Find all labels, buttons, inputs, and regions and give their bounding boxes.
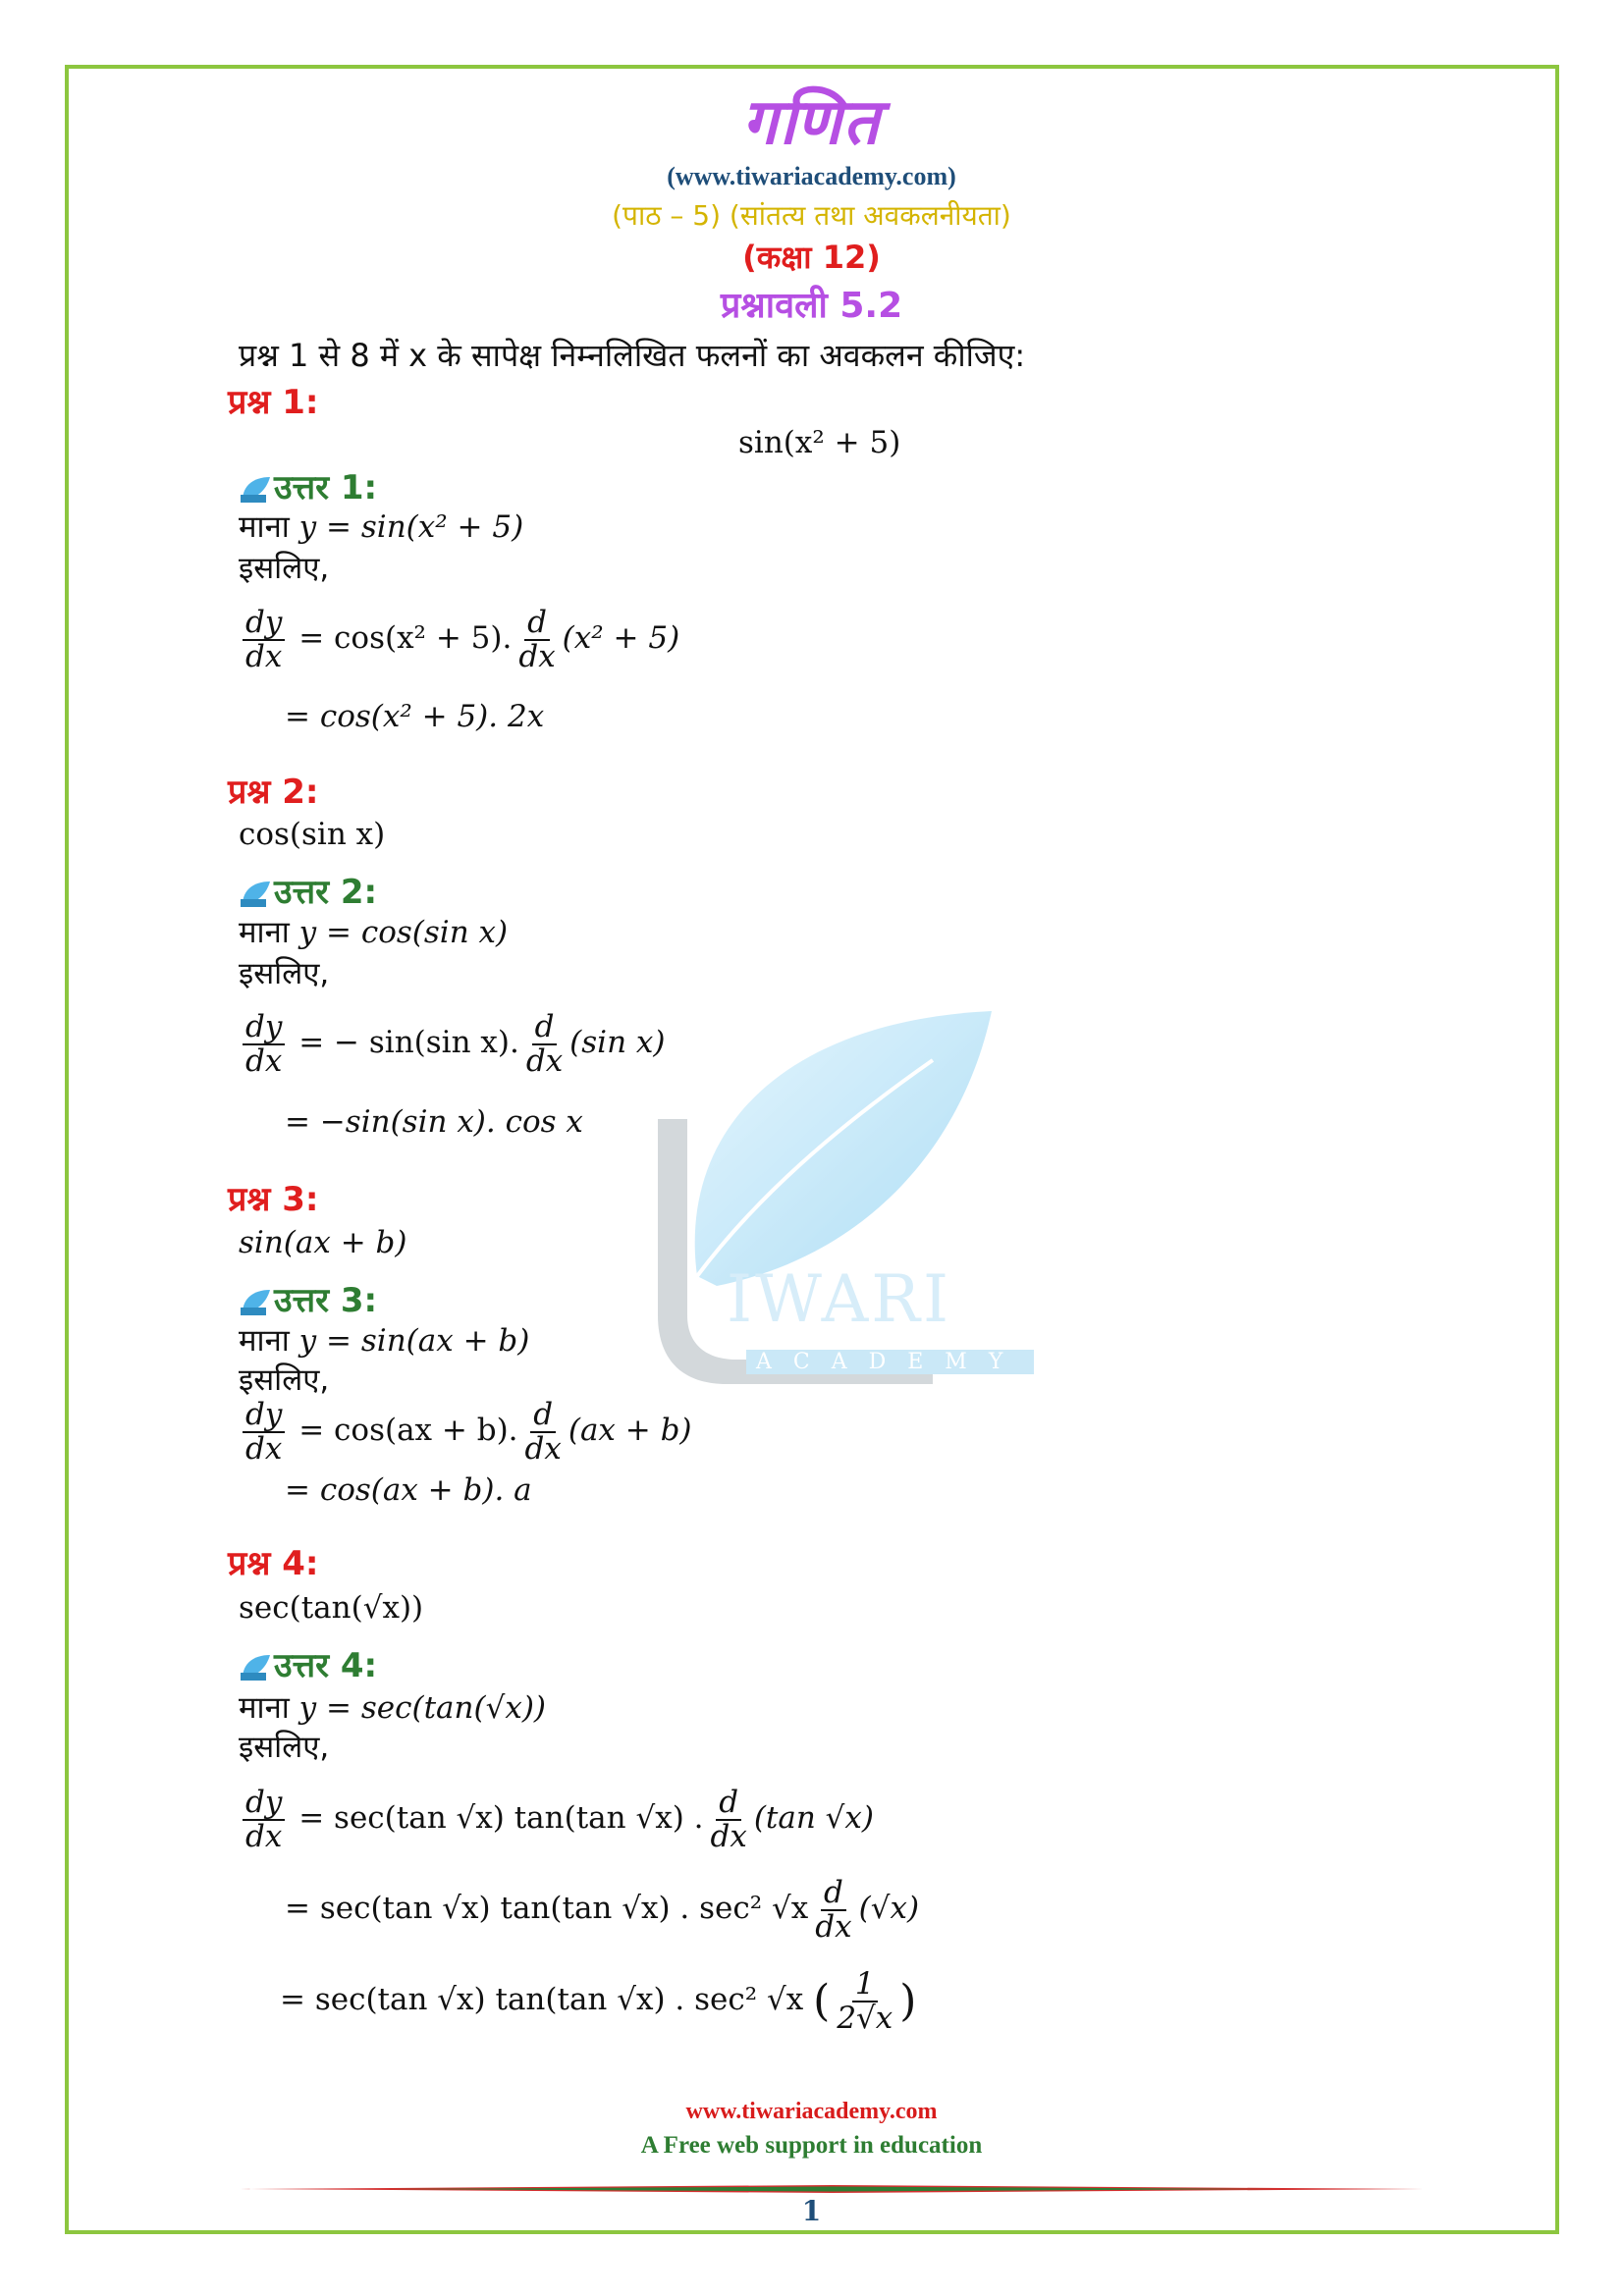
- answer-1-step-1: $\frac{dy}{dx}$ = cos(x² + 5). $\frac{d}{dx}$ (x² + 5): [239, 607, 679, 672]
- question-3-label: प्रश्न 3:: [228, 1180, 319, 1219]
- question-4-label: प्रश्न 4:: [228, 1544, 319, 1583]
- let-expression: y = sin(x² + 5): [298, 509, 524, 545]
- footer-website[interactable]: www.tiwariacademy.com: [685, 2099, 938, 2124]
- instruction-text: प्रश्न 1 से 8 में x के सापेक्ष निम्नलिखित फलनों का अवकलन कीजिए:: [239, 337, 1026, 374]
- question-2-function: cos(sin x): [239, 817, 386, 852]
- let-word: माना: [239, 509, 290, 545]
- footer-tagline: A Free web support in education: [640, 2132, 983, 2159]
- dy-dx-fraction: $\frac{dy}{dx}$: [243, 1011, 285, 1077]
- watermark-subtext: ACADEMY: [746, 1350, 1034, 1374]
- answer-2-let: माना y = cos(sin x): [239, 915, 509, 950]
- answer-2-heading: [239, 868, 377, 913]
- question-1-function: sin(x² + 5): [738, 425, 901, 460]
- d-dx-fraction: $\frac{d}{dx}$: [815, 1875, 852, 1945]
- therefore-word: इसलिए,: [239, 551, 330, 586]
- answer-3-step-2: = cos(ax + b). a: [285, 1472, 532, 1508]
- answer-2-label: उत्तर 2:: [274, 873, 378, 912]
- one-over-two-root-x-fraction: $\frac{1}{2√x}$: [837, 1966, 893, 2036]
- exercise-heading: प्रश्नावली 5.2: [720, 286, 903, 326]
- answer-3-step-1: $\frac{dy}{dx}$ = cos(ax + b). $\frac{d}{dx}$ (ax + b): [239, 1399, 692, 1465]
- dy-dx-fraction: $\frac{dy}{dx}$: [243, 607, 285, 672]
- answer-3-let: माना y = sin(ax + b): [239, 1323, 530, 1359]
- chapter-heading: (पाठ – 5) (सांतत्य तथा अवकलनीयता): [612, 199, 1011, 232]
- d-dx-fraction: $\frac{d}{dx}$: [525, 1009, 564, 1079]
- answer-3-heading: [239, 1276, 377, 1321]
- answer-1-label: उत्तर 1:: [274, 468, 378, 507]
- tiwari-academy-watermark: [638, 982, 1025, 1398]
- d-dx-fraction: $\frac{d}{dx}$: [524, 1397, 562, 1467]
- answer-4-step-3: = sec(tan √x) tan(tan √x) . sec² √x ( $\frac{1}{2√x}$ ): [280, 1966, 917, 2036]
- footer-divider: [241, 2178, 1424, 2186]
- answer-1-let: [239, 506, 523, 547]
- dy-dx-fraction: $\frac{dy}{dx}$: [243, 1399, 285, 1465]
- answer-2-step-2: = −sin(sin x). cos x: [285, 1104, 583, 1140]
- page-title: गणित: [741, 86, 882, 159]
- tiwari-leaf-icon: [239, 475, 272, 505]
- answer-1-heading: [239, 463, 377, 508]
- answer-4-label: उत्तर 4:: [274, 1646, 378, 1685]
- question-3-function: sin(ax + b): [239, 1225, 407, 1260]
- question-2-label: प्रश्न 2:: [228, 773, 319, 812]
- therefore-word: इसलिए,: [239, 956, 330, 991]
- answer-4-step-1: $\frac{dy}{dx}$ = sec(tan √x) tan(tan √x) . $\frac{d}{dx}$ (tan √x): [239, 1787, 874, 1852]
- therefore-word: इसलिए,: [239, 1730, 330, 1765]
- class-heading: (कक्षा 12): [742, 239, 881, 276]
- dy-dx-fraction: $\frac{dy}{dx}$: [243, 1787, 285, 1852]
- tiwari-leaf-icon: [239, 880, 272, 909]
- page-number: 1: [801, 2195, 822, 2227]
- d-dx-fraction: $\frac{d}{dx}$: [518, 605, 556, 674]
- question-1-label: प्रश्न 1:: [228, 383, 319, 422]
- website-link[interactable]: (www.tiwariacademy.com): [667, 162, 956, 190]
- question-4-function: sec(tan(√x)): [239, 1590, 424, 1626]
- d-dx-fraction: $\frac{d}{dx}$: [710, 1785, 747, 1854]
- therefore-word: इसलिए,: [239, 1362, 330, 1398]
- divider-line: [241, 2185, 1424, 2193]
- answer-2-step-1: $\frac{dy}{dx}$ = − sin(sin x). $\frac{d}{dx}$ (sin x): [239, 1011, 666, 1077]
- answer-3-label: उत्तर 3:: [274, 1281, 378, 1320]
- answer-4-heading: [239, 1641, 377, 1686]
- answer-1-step-2: = cos(x² + 5). 2x: [285, 699, 545, 734]
- answer-4-step-2: = sec(tan √x) tan(tan √x) . sec² √x $\frac{d}{dx}$ (√x): [285, 1875, 920, 1945]
- watermark-text: IWARI: [727, 1261, 952, 1337]
- tiwari-leaf-icon: [239, 1653, 272, 1682]
- tiwari-leaf-icon: [239, 1288, 272, 1317]
- answer-4-let: माना y = sec(tan(√x)): [239, 1690, 547, 1726]
